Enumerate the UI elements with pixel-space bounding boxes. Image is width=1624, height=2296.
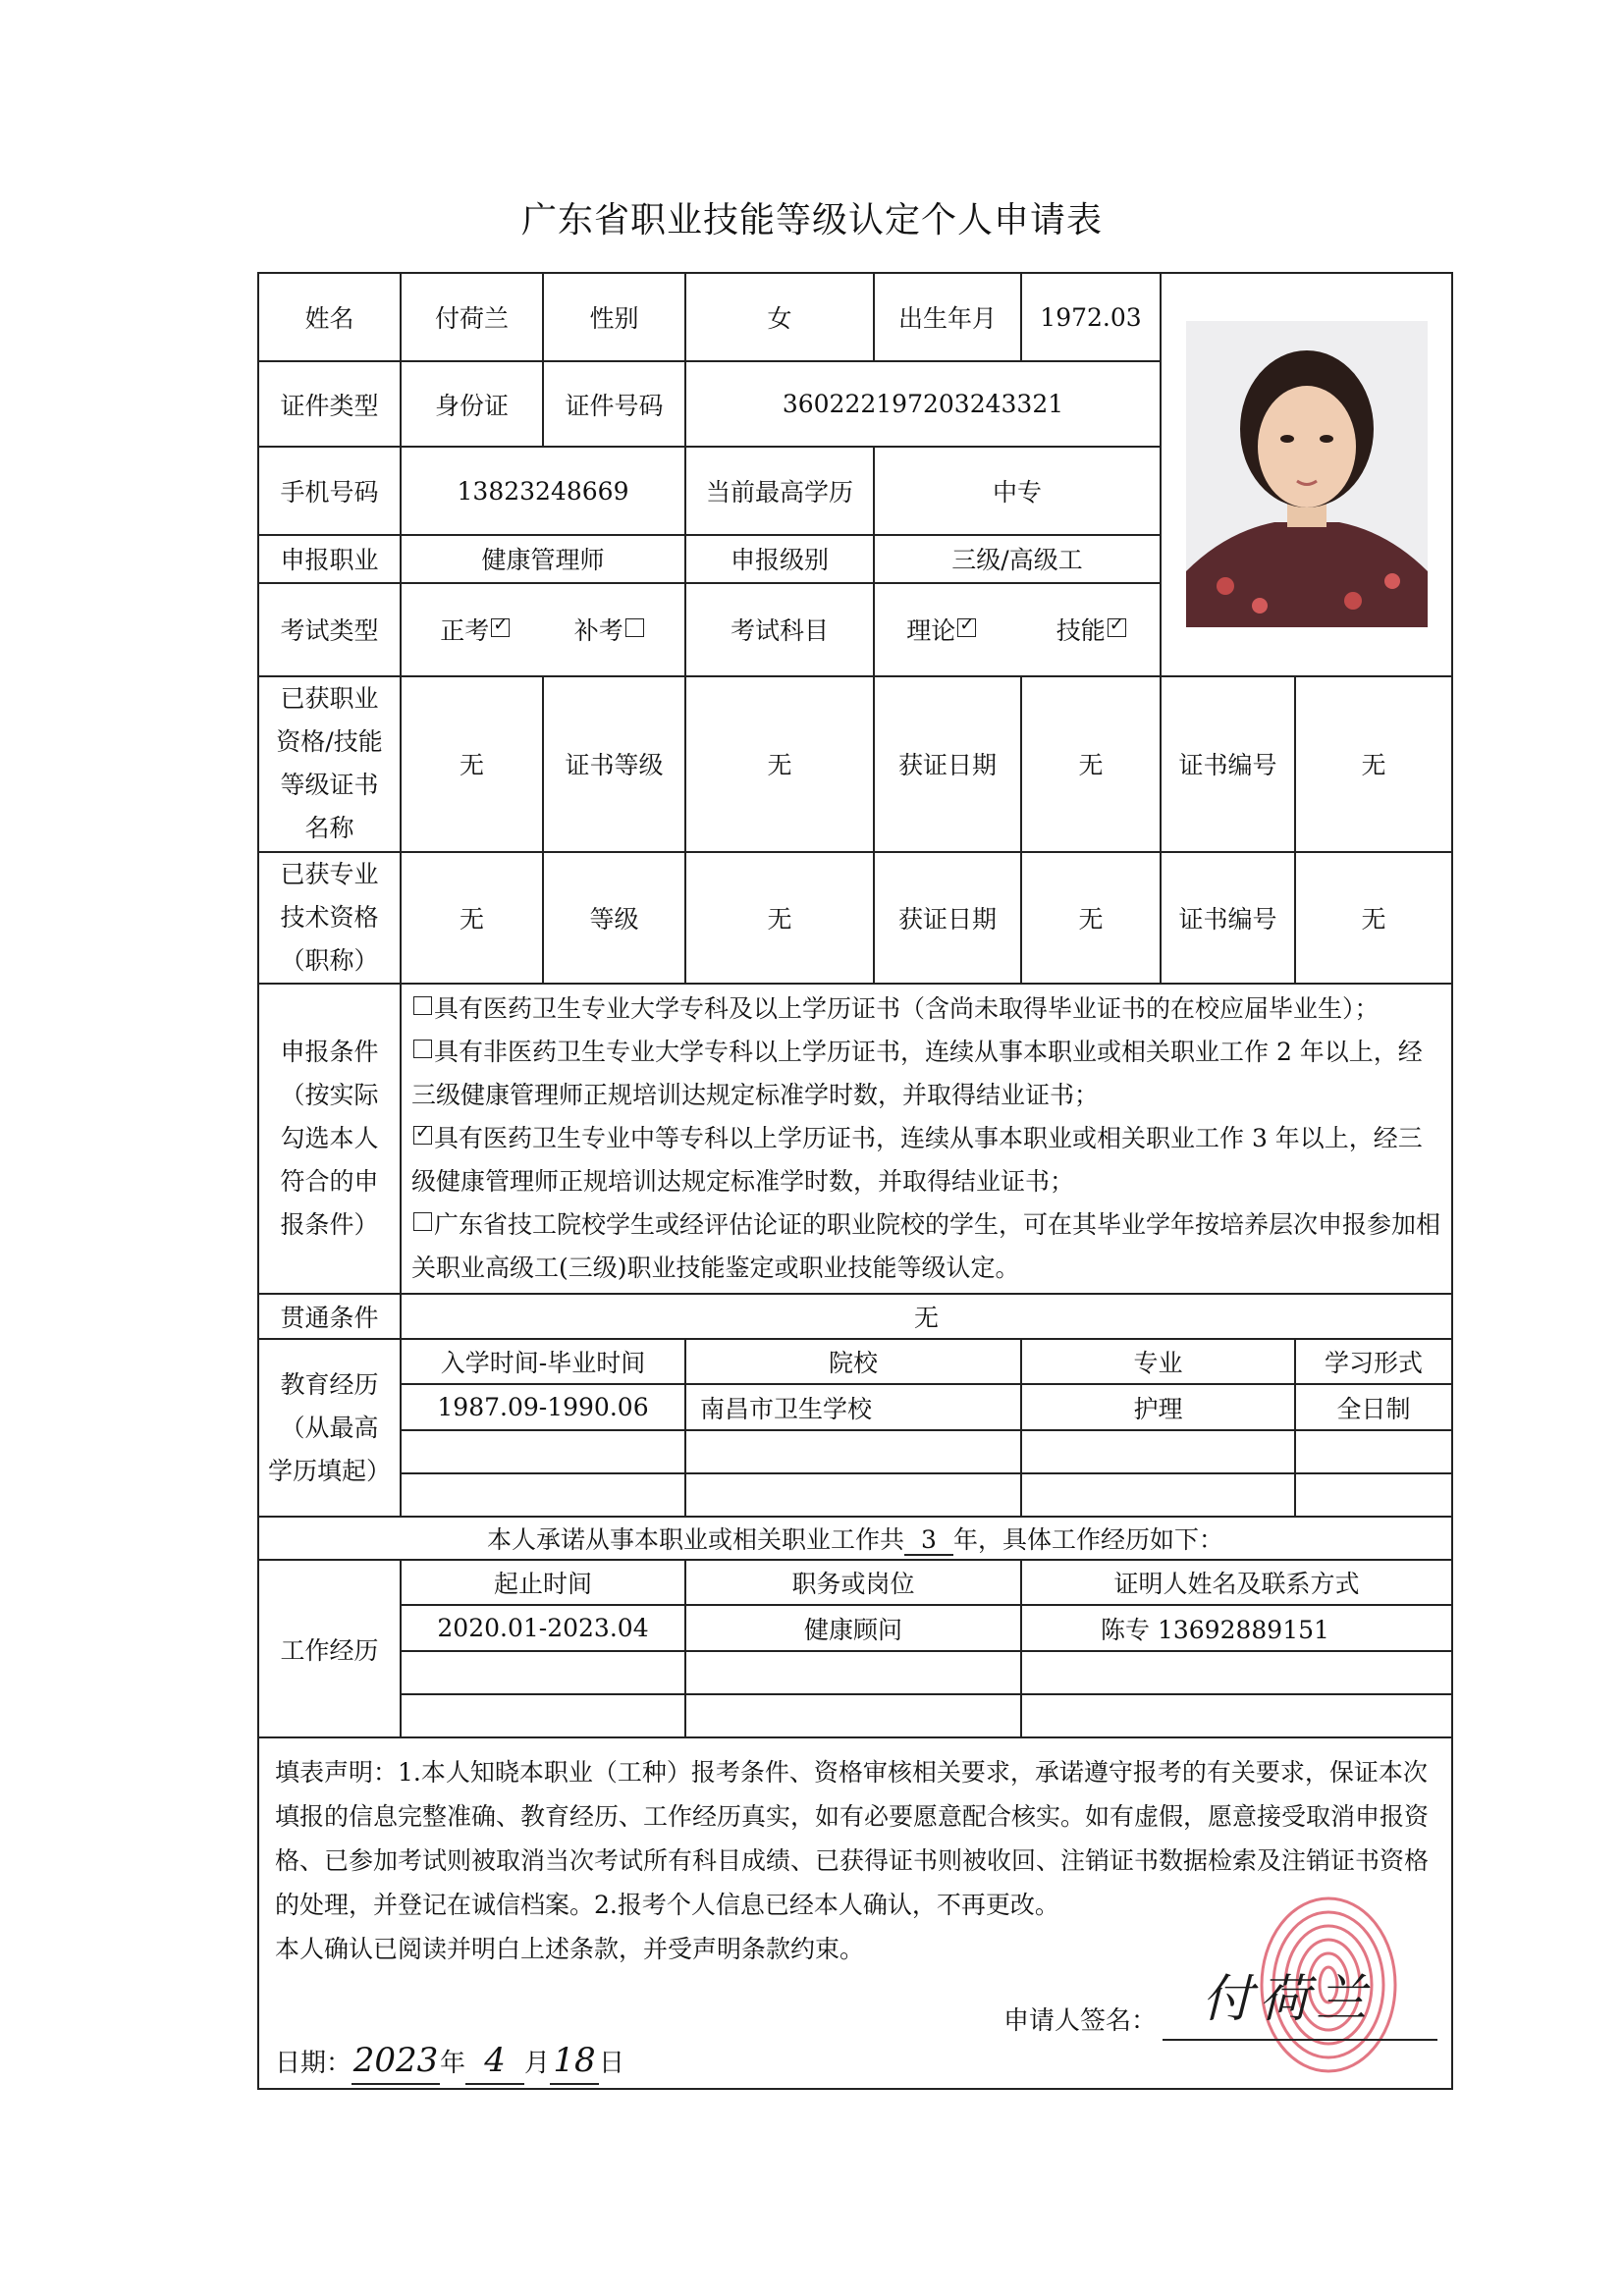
- table-row: [258, 1651, 1452, 1694]
- exam-theory-label: 理论: [906, 616, 956, 646]
- edu-period-value: 1987.09-1990.06: [401, 1384, 685, 1429]
- pro-title-name-value: 无: [401, 852, 543, 985]
- cert-date-label: 获证日期: [874, 676, 1021, 852]
- date-month-value: 4: [465, 2039, 524, 2085]
- id-number-label: 证件号码: [543, 361, 685, 446]
- conditions-label: 申报条件 （按实际 勾选本人 符合的申 报条件）: [258, 984, 401, 1294]
- gender-value: 女: [685, 273, 874, 361]
- form-title: 广东省职业技能等级认定个人申请表: [520, 200, 1103, 240]
- date-year-value: 2023: [352, 2039, 440, 2085]
- exam-subject-options: [874, 583, 1161, 676]
- cert-level-label: 证书等级: [543, 676, 685, 852]
- edu-school-value: 南昌市卫生学校: [685, 1384, 1021, 1429]
- condition-2-checkbox[interactable]: [413, 1040, 432, 1058]
- exam-skill-label: 技能: [1056, 616, 1106, 646]
- name-label: 姓名: [258, 273, 401, 361]
- cert-number-label: 证书编号: [1161, 676, 1295, 852]
- grade-label: 等级: [543, 852, 685, 985]
- work-reference-value: 陈专 13692889151: [1021, 1605, 1452, 1650]
- pro-cert-date-label: 获证日期: [874, 852, 1021, 985]
- edu-header-school: 院校: [685, 1339, 1021, 1384]
- work-history-label: 工作经历: [258, 1560, 401, 1737]
- pro-title-label: 已获专业 技术资格 （职称）: [258, 852, 401, 985]
- edu-header-mode: 学习形式: [1295, 1339, 1452, 1384]
- edu-mode-value: 全日制: [1295, 1384, 1452, 1429]
- condition-3-checkbox[interactable]: [413, 1126, 432, 1145]
- education-label: 当前最高学历: [685, 447, 874, 535]
- condition-4-checkbox[interactable]: [413, 1212, 432, 1231]
- sign-date: 日期：2023年 4 月18 日: [275, 2039, 624, 2086]
- declaration-block: [258, 1737, 1452, 2089]
- exam-makeup-label: 补考: [573, 616, 623, 646]
- occupation-label: 申报职业: [258, 535, 401, 582]
- exam-makeup-checkbox[interactable]: [625, 618, 644, 637]
- table-row: [258, 1473, 1452, 1517]
- work-years-value: 3: [904, 1525, 953, 1556]
- condition-item: 具有非医药卫生专业大学专科以上学历证书，连续从事本职业或相关职业工作 2 年以上，经三级健康管理师正规培训达规定标准学时数，并取得结业证书；: [411, 1038, 1423, 1110]
- exam-regular-checkbox[interactable]: [491, 618, 510, 637]
- exam-theory-checkbox[interactable]: [957, 618, 976, 637]
- work-position-value: 健康顾问: [685, 1605, 1021, 1650]
- name-value: 付荷兰: [401, 273, 543, 361]
- application-form: [257, 272, 1453, 2090]
- qualification-level-value: 无: [685, 676, 874, 852]
- declaration-confirm: 本人确认已阅读并明白上述条款，并受声明条款约束。: [275, 1935, 865, 1964]
- phone-label: 手机号码: [258, 447, 401, 535]
- id-type-value: 身份证: [401, 361, 543, 446]
- table-row: [258, 1605, 1452, 1650]
- through-value: 无: [401, 1294, 1452, 1339]
- applicant-photo-cell: [1161, 273, 1452, 676]
- id-type-label: 证件类型: [258, 361, 401, 446]
- birth-value: 1972.03: [1021, 273, 1161, 361]
- pro-title-date-value: 无: [1021, 852, 1161, 985]
- id-number-value: 360222197203243321: [685, 361, 1161, 446]
- education-value: 中专: [874, 447, 1161, 535]
- edu-header-period: 入学时间-毕业时间: [401, 1339, 685, 1384]
- occupation-value: 健康管理师: [401, 535, 685, 582]
- condition-1-checkbox[interactable]: [413, 996, 432, 1015]
- table-row: [258, 1694, 1452, 1737]
- education-history-label: 教育经历 （从最高 学历填起）: [258, 1339, 401, 1517]
- exam-subject-label: 考试科目: [685, 583, 874, 676]
- exam-type-options: [401, 583, 685, 676]
- table-row: [258, 1384, 1452, 1429]
- through-label: 贯通条件: [258, 1294, 401, 1339]
- pro-title-level-value: 无: [685, 852, 874, 985]
- phone-value: 13823248669: [401, 447, 685, 535]
- work-header-reference: 证明人姓名及联系方式: [1021, 1560, 1452, 1605]
- signature-label: 申请人签名：: [1002, 2006, 1157, 2036]
- signature-line: [1163, 2039, 1437, 2041]
- exam-skill-checkbox[interactable]: [1108, 618, 1126, 637]
- work-commitment: 本人承诺从事本职业或相关职业工作共 3 年，具体工作经历如下：: [258, 1517, 1452, 1560]
- exam-regular-label: 正考: [440, 616, 490, 646]
- exam-type-label: 考试类型: [258, 583, 401, 676]
- declaration-text: 填表声明：1.本人知晓本职业（工种）报考条件、资格审核相关要求，承诺遵守报考的有关要求，保证本次填报的信息完整准确、教育经历、工作经历真实，如有必要愿意配合核实。如有虚假，愿意接受取消申报资格、已参加考试则被取消当次考试所有科目成绩、已获得证书则被收回、注销证书数据检索及注销证书资格的处理，并登记在诚信档案。2.报考个人信息已经本人确认，不再更改。: [275, 1758, 1430, 1920]
- qualification-name-value: 无: [401, 676, 543, 852]
- applicant-signature: 付荷兰: [1201, 1970, 1373, 2029]
- pro-cert-number-label: 证书编号: [1161, 852, 1295, 985]
- work-header-position: 职务或岗位: [685, 1560, 1021, 1605]
- level-label: 申报级别: [685, 535, 874, 582]
- condition-item: 具有医药卫生专业大学专科及以上学历证书（含尚未取得毕业证书的在校应届毕业生）；: [411, 988, 1441, 1031]
- qualification-number-value: 无: [1295, 676, 1452, 852]
- date-day-value: 18: [550, 2039, 599, 2085]
- work-period-value: 2020.01-2023.04: [401, 1605, 685, 1650]
- table-row: [258, 1430, 1452, 1473]
- condition-item: 广东省技工院校学生或经评估论证的职业院校的学生，可在其毕业学年按培养层次申报参加相关职业高级工(三级)职业技能鉴定或职业技能等级认定。: [411, 1210, 1441, 1283]
- birth-label: 出生年月: [874, 273, 1021, 361]
- gender-label: 性别: [543, 273, 685, 361]
- qualification-label: 已获职业 资格/技能 等级证书 名称: [258, 676, 401, 852]
- edu-header-major: 专业: [1021, 1339, 1295, 1384]
- condition-item: ✓具有医药卫生专业中等专科以上学历证书，连续从事本职业或相关职业工作 3 年以上，经三级健康管理师正规培训达规定标准学时数，并取得结业证书；: [411, 1117, 1441, 1203]
- qualification-date-value: 无: [1021, 676, 1161, 852]
- work-header-period: 起止时间: [401, 1560, 685, 1605]
- conditions-list: [401, 984, 1452, 1294]
- signature-area: [259, 1931, 1451, 2088]
- level-value: 三级/高级工: [874, 535, 1161, 582]
- pro-title-number-value: 无: [1295, 852, 1452, 985]
- applicant-photo: [1186, 321, 1428, 627]
- edu-major-value: 护理: [1021, 1384, 1295, 1429]
